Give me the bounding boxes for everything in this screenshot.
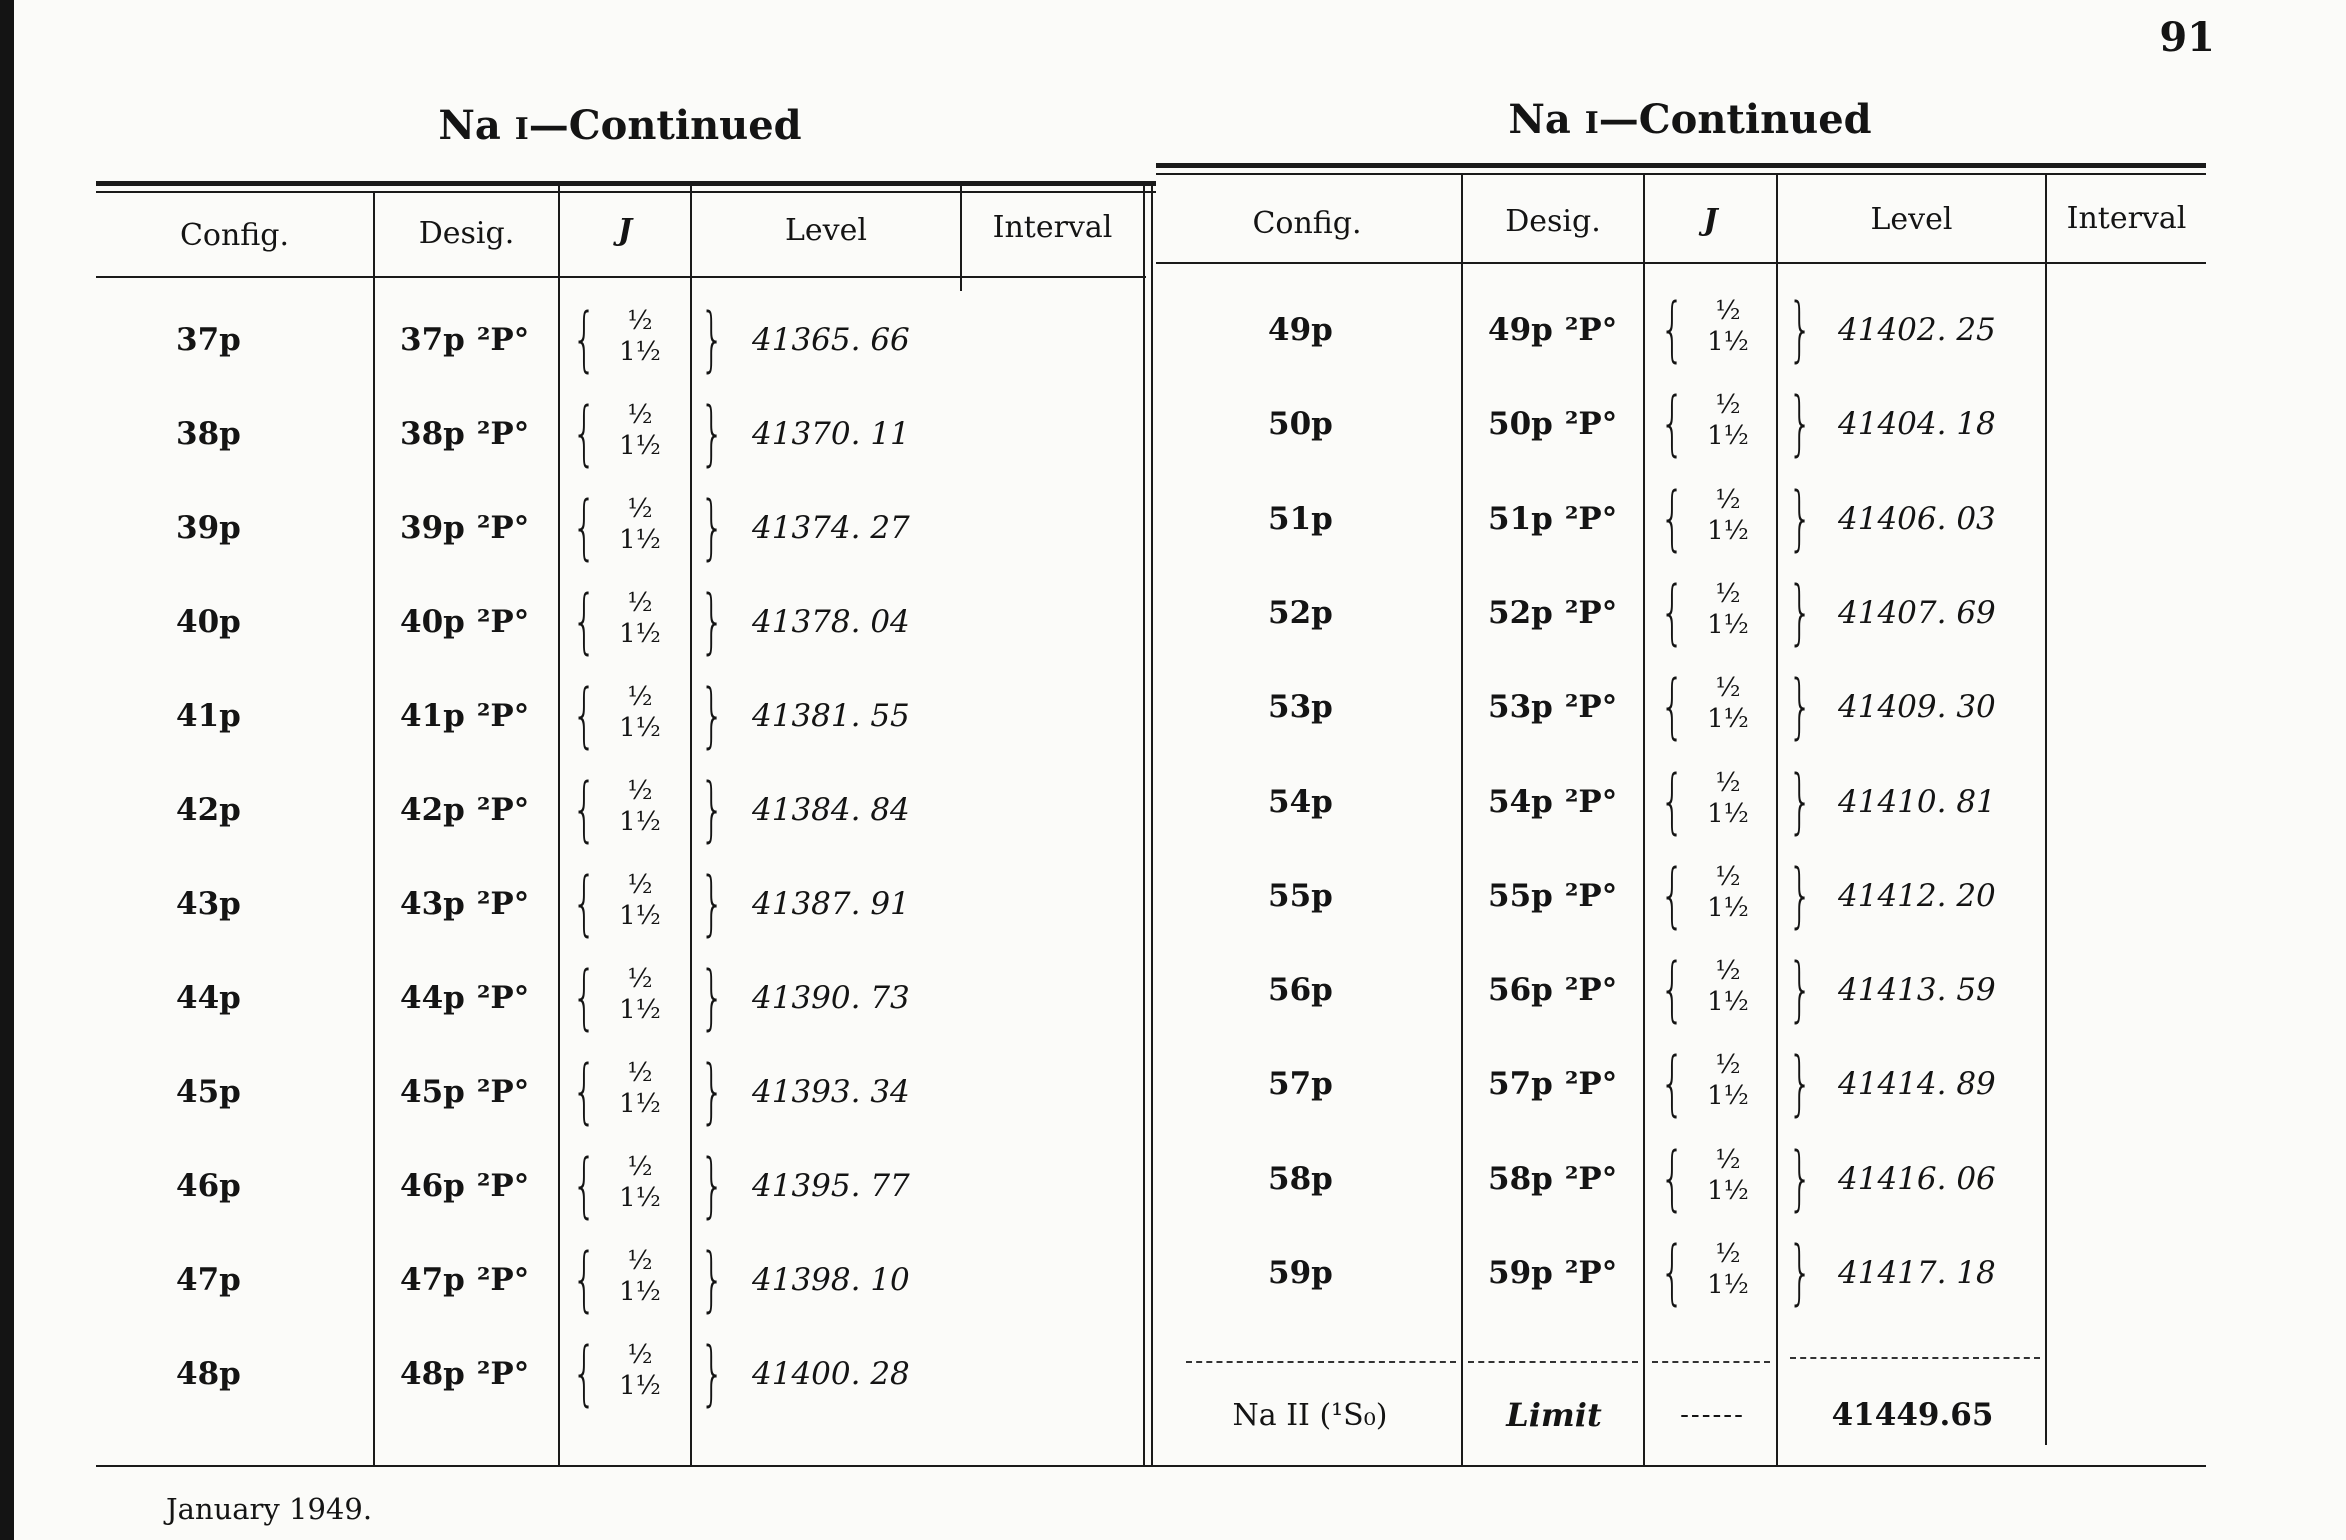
j-bottom: 1½ (619, 619, 661, 649)
right-brace: } (700, 1332, 725, 1414)
designation-config: 58p (1488, 1160, 1553, 1197)
left-brace: { (1660, 665, 1685, 748)
j-bottom: 1½ (619, 1371, 661, 1401)
designation-term: ²P° (1564, 1255, 1618, 1291)
designation-term: ²P° (1564, 783, 1618, 820)
col-level-right: Level (1870, 201, 1953, 237)
designation-term: ²P° (476, 792, 530, 828)
row-level: 41395. 77 (752, 1168, 910, 1204)
designation-term: ²P° (1564, 1066, 1618, 1103)
j-top: ½ (1715, 484, 1741, 515)
designation-config: 50p (1488, 406, 1553, 443)
right-brace: } (700, 580, 725, 662)
right-brace: } (700, 674, 725, 756)
row-designation (1488, 762, 1617, 842)
designation-term: ²P° (476, 416, 530, 452)
heading-left (420, 102, 820, 149)
heading-left-element: Na (438, 102, 501, 149)
designation-term: ²P° (1564, 312, 1618, 348)
right-brace: } (700, 486, 725, 568)
row-config: 50p (1268, 406, 1333, 443)
j-top: ½ (627, 306, 653, 336)
col-desig-left: Desig. (418, 215, 515, 251)
row-config: 46p (176, 1168, 241, 1204)
row-designation (1488, 950, 1617, 1030)
j-values (1693, 579, 1763, 641)
right-brace: } (700, 862, 725, 944)
row-designation (1488, 384, 1617, 464)
row-level: 41381. 55 (752, 698, 910, 734)
heading-left-suffix: —Continued (528, 102, 802, 149)
j-bottom: 1½ (1707, 1175, 1749, 1206)
designation-config: 51p (1488, 500, 1553, 537)
j-bottom: 1½ (619, 807, 661, 837)
limit-level: 41449.65 (1831, 1397, 1994, 1433)
table-row (0, 476, 2346, 559)
designation-term: ²P° (476, 1356, 530, 1392)
row-level: 41374. 27 (752, 510, 910, 546)
col-j-left: J (617, 212, 633, 248)
left-brace: { (572, 1050, 597, 1132)
right-brace: } (700, 1144, 725, 1226)
page-number: 91 (2159, 14, 2215, 61)
j-top: ½ (1715, 861, 1741, 892)
row-level: 41370. 11 (752, 416, 910, 452)
bottom-rule (96, 1465, 2206, 1467)
table-row (0, 1136, 2346, 1226)
designation-term: ²P° (1564, 500, 1618, 537)
row-config: 38p (176, 416, 241, 452)
j-bottom: 1½ (619, 901, 661, 931)
left-brace: { (1660, 759, 1685, 842)
row-designation (1488, 856, 1617, 936)
right-brace: } (1788, 665, 1813, 748)
left-brace: { (572, 862, 597, 944)
heading-right-suffix: —Continued (1598, 96, 1872, 143)
designation-config: 53p (1488, 689, 1553, 726)
j-bottom: 1½ (619, 1277, 661, 1307)
row-level: 41384. 84 (752, 792, 910, 828)
col-config-right: Config. (1252, 205, 1362, 241)
j-values (1693, 768, 1763, 830)
designation-config: 47p (400, 1262, 465, 1298)
top-rule-left-thick (96, 181, 1156, 186)
row-designation (1488, 573, 1617, 653)
designation-term: ²P° (1564, 594, 1618, 631)
designation-config: 46p (400, 1168, 465, 1204)
row-config: 55p (1268, 877, 1333, 914)
designation-config: 42p (400, 792, 465, 828)
top-rule-left-thin (96, 191, 1156, 193)
left-brace: { (1660, 476, 1685, 559)
right-brace: } (1788, 1042, 1813, 1125)
table-row (0, 570, 2346, 653)
right-brace: } (1788, 1231, 1813, 1313)
row-config: 47p (176, 1262, 241, 1298)
right-brace: } (1788, 288, 1813, 370)
row-config: 57p (1268, 1066, 1333, 1103)
left-brace: { (1660, 288, 1685, 370)
j-values (1693, 390, 1763, 452)
row-level: 41412. 20 (1838, 877, 1996, 914)
j-top: ½ (1715, 1239, 1741, 1269)
designation-term: ²P° (1564, 406, 1618, 443)
j-bottom: 1½ (619, 431, 661, 461)
designation-config: 59p (1488, 1255, 1553, 1291)
row-config: 59p (1268, 1255, 1333, 1291)
j-bottom: 1½ (619, 713, 661, 743)
j-values (1693, 1239, 1763, 1301)
designation-config: 49p (1488, 312, 1553, 348)
designation-config: 44p (400, 980, 465, 1016)
row-config: 41p (176, 698, 241, 734)
j-top: ½ (627, 776, 653, 806)
left-brace: { (1660, 1136, 1685, 1219)
top-rule-right-thin (1156, 173, 2206, 175)
left-brace: { (572, 674, 597, 756)
row-level: 41402. 25 (1838, 312, 1996, 348)
row-config: 40p (176, 604, 241, 640)
j-top: ½ (627, 1152, 653, 1182)
designation-config: 54p (1488, 783, 1553, 820)
left-brace: { (572, 768, 597, 850)
left-brace: { (1660, 1042, 1685, 1125)
heading-left-spectrum: I (514, 112, 529, 147)
limit-dash-desig (1468, 1361, 1638, 1363)
row-config: 44p (176, 980, 241, 1016)
right-brace: } (1788, 382, 1813, 465)
designation-term: ²P° (1564, 877, 1618, 914)
row-config: 37p (176, 322, 241, 358)
designation-config: 57p (1488, 1066, 1553, 1103)
designation-term: ²P° (476, 1074, 530, 1110)
left-brace: { (1660, 948, 1685, 1031)
designation-term: ²P° (1564, 689, 1618, 726)
designation-config: 45p (400, 1074, 465, 1110)
designation-term: ²P° (1564, 1160, 1618, 1197)
col-level-left: Level (785, 212, 867, 248)
j-values (605, 1340, 675, 1402)
row-config: 43p (176, 886, 241, 922)
limit-config: Na II (¹S₀) (1232, 1397, 1388, 1433)
header-rule-left (96, 276, 1146, 278)
row-designation (1488, 667, 1617, 747)
row-config: 48p (176, 1356, 241, 1392)
j-values (1693, 956, 1763, 1018)
j-top: ½ (627, 400, 653, 430)
col-interval-right: Interval (2066, 200, 2187, 236)
j-top: ½ (627, 494, 653, 524)
designation-term: ²P° (476, 1262, 530, 1298)
row-level: 41387. 91 (752, 886, 910, 922)
row-designation (1488, 1139, 1617, 1219)
row-level: 41393. 34 (752, 1074, 910, 1110)
j-top: ½ (1715, 673, 1741, 704)
j-bottom: 1½ (619, 525, 661, 555)
heading-right (1480, 96, 1900, 143)
table-row (0, 1231, 2346, 1320)
j-bottom: 1½ (1707, 421, 1749, 452)
left-brace: { (572, 956, 597, 1038)
left-brace: { (572, 486, 597, 568)
designation-config: 39p (400, 510, 465, 546)
row-level: 41390. 73 (752, 980, 910, 1016)
designation-term: ²P° (476, 1168, 530, 1204)
right-brace: } (700, 298, 725, 380)
designation-term: ²P° (476, 510, 530, 546)
table-row (0, 948, 2346, 1038)
j-top: ½ (1715, 956, 1741, 987)
j-top: ½ (1715, 296, 1741, 326)
j-bottom: 1½ (619, 1183, 661, 1213)
row-level: 41410. 81 (1838, 783, 1996, 820)
row-level: 41407. 69 (1838, 594, 1996, 631)
designation-term: ²P° (476, 322, 530, 358)
right-brace: } (1788, 476, 1813, 559)
row-config: 53p (1268, 689, 1333, 726)
j-top: ½ (1715, 390, 1741, 421)
designation-term: ²P° (1564, 972, 1618, 1009)
designation-term: ²P° (476, 604, 530, 640)
row-level: 41398. 10 (752, 1262, 910, 1298)
table-row (0, 853, 2346, 944)
designation-config: 43p (400, 886, 465, 922)
j-values (1693, 485, 1763, 547)
left-brace: { (1660, 570, 1685, 653)
row-designation (1488, 290, 1617, 370)
j-top: ½ (1715, 1144, 1741, 1175)
limit-desig: Limit (1506, 1396, 1602, 1434)
j-bottom: 1½ (1707, 515, 1749, 546)
table-row (0, 667, 2346, 747)
j-bottom: 1½ (1707, 327, 1749, 357)
designation-config: 37p (400, 322, 465, 358)
row-designation (1488, 1233, 1617, 1313)
j-values (1693, 1145, 1763, 1207)
j-bottom: 1½ (1707, 1081, 1749, 1112)
j-top: ½ (627, 1058, 653, 1088)
j-top: ½ (627, 1340, 653, 1370)
heading-right-element: Na (1508, 96, 1571, 143)
j-top: ½ (1715, 1050, 1741, 1081)
j-top: ½ (627, 1246, 653, 1276)
left-brace: { (572, 1238, 597, 1320)
left-brace: { (1660, 382, 1685, 465)
limit-dash-level (1790, 1357, 2040, 1359)
j-top: ½ (1715, 767, 1741, 798)
designation-config: 55p (1488, 877, 1553, 914)
right-brace: } (700, 768, 725, 850)
designation-term: ²P° (476, 980, 530, 1016)
row-level: 41365. 66 (752, 322, 910, 358)
designation-config: 40p (400, 604, 465, 640)
row-level: 41404. 18 (1838, 406, 1996, 443)
left-brace: { (572, 1144, 597, 1226)
designation-config: 41p (400, 698, 465, 734)
j-top: ½ (627, 964, 653, 994)
left-brace: { (572, 1332, 597, 1414)
table-row (0, 759, 2346, 850)
header-rule-right (1156, 262, 2206, 264)
right-brace: } (1788, 759, 1813, 842)
table-row (0, 290, 2346, 370)
row-config: 49p (1268, 312, 1333, 348)
row-level: 41413. 59 (1838, 972, 1996, 1009)
row-config: 52p (1268, 594, 1333, 631)
right-brace: } (1788, 1136, 1813, 1219)
right-brace: } (1788, 853, 1813, 936)
limit-dash-j (1652, 1361, 1770, 1363)
j-top: ½ (627, 870, 653, 900)
j-values (1693, 862, 1763, 924)
col-j-right: J (1703, 202, 1718, 238)
top-rule-right-thick (1156, 163, 2206, 168)
j-bottom: 1½ (1707, 892, 1749, 923)
limit-j: ------ (1680, 1400, 1745, 1430)
row-level: 41409. 30 (1838, 689, 1996, 726)
designation-term: ²P° (476, 886, 530, 922)
left-brace: { (572, 298, 597, 380)
j-values (1693, 673, 1763, 735)
designation-config: 56p (1488, 972, 1553, 1009)
row-level: 41378. 04 (752, 604, 910, 640)
right-brace: } (1788, 570, 1813, 653)
row-config: 58p (1268, 1160, 1333, 1197)
j-bottom: 1½ (1707, 1270, 1749, 1300)
j-top: ½ (627, 588, 653, 618)
row-config: 45p (176, 1074, 241, 1110)
row-config: 39p (176, 510, 241, 546)
j-bottom: 1½ (1707, 704, 1749, 735)
row-level: 41417. 18 (1838, 1255, 1996, 1291)
j-bottom: 1½ (1707, 798, 1749, 829)
j-bottom: 1½ (619, 337, 661, 367)
right-brace: } (700, 392, 725, 474)
table-row (0, 384, 2346, 464)
left-brace: { (1660, 1231, 1685, 1313)
j-bottom: 1½ (619, 1089, 661, 1119)
row-level: 41414. 89 (1838, 1066, 1996, 1103)
left-brace: { (1660, 853, 1685, 936)
col-config-left: Config. (179, 217, 290, 253)
designation-config: 52p (1488, 594, 1553, 631)
j-top: ½ (627, 682, 653, 712)
limit-dash-config (1186, 1361, 1456, 1363)
row-level: 41406. 03 (1838, 500, 1996, 537)
row-designation (400, 1334, 529, 1414)
designation-config: 38p (400, 416, 465, 452)
row-level: 41416. 06 (1838, 1160, 1996, 1197)
row-designation (1488, 1044, 1617, 1124)
heading-right-spectrum: I (1584, 106, 1599, 141)
j-values (1693, 1050, 1763, 1112)
row-level: 41400. 28 (752, 1356, 910, 1392)
j-bottom: 1½ (619, 995, 661, 1025)
j-top: ½ (1715, 578, 1741, 609)
row-config: 42p (176, 792, 241, 828)
row-config: 56p (1268, 972, 1333, 1009)
left-brace: { (572, 580, 597, 662)
col-interval-left: Interval (992, 209, 1113, 245)
row-config: 54p (1268, 783, 1333, 820)
table-row (0, 1042, 2346, 1132)
right-brace: } (700, 1238, 725, 1320)
right-brace: } (700, 956, 725, 1038)
designation-config: 48p (400, 1356, 465, 1392)
j-bottom: 1½ (1707, 609, 1749, 640)
designation-term: ²P° (476, 698, 530, 734)
right-brace: } (1788, 948, 1813, 1031)
row-config: 51p (1268, 500, 1333, 537)
right-brace: } (700, 1050, 725, 1132)
left-brace: { (572, 392, 597, 474)
col-desig-right: Desig. (1505, 203, 1601, 239)
j-values (1693, 296, 1763, 358)
row-designation (1488, 479, 1617, 559)
j-bottom: 1½ (1707, 987, 1749, 1018)
footer-date: January 1949. (166, 1492, 373, 1526)
